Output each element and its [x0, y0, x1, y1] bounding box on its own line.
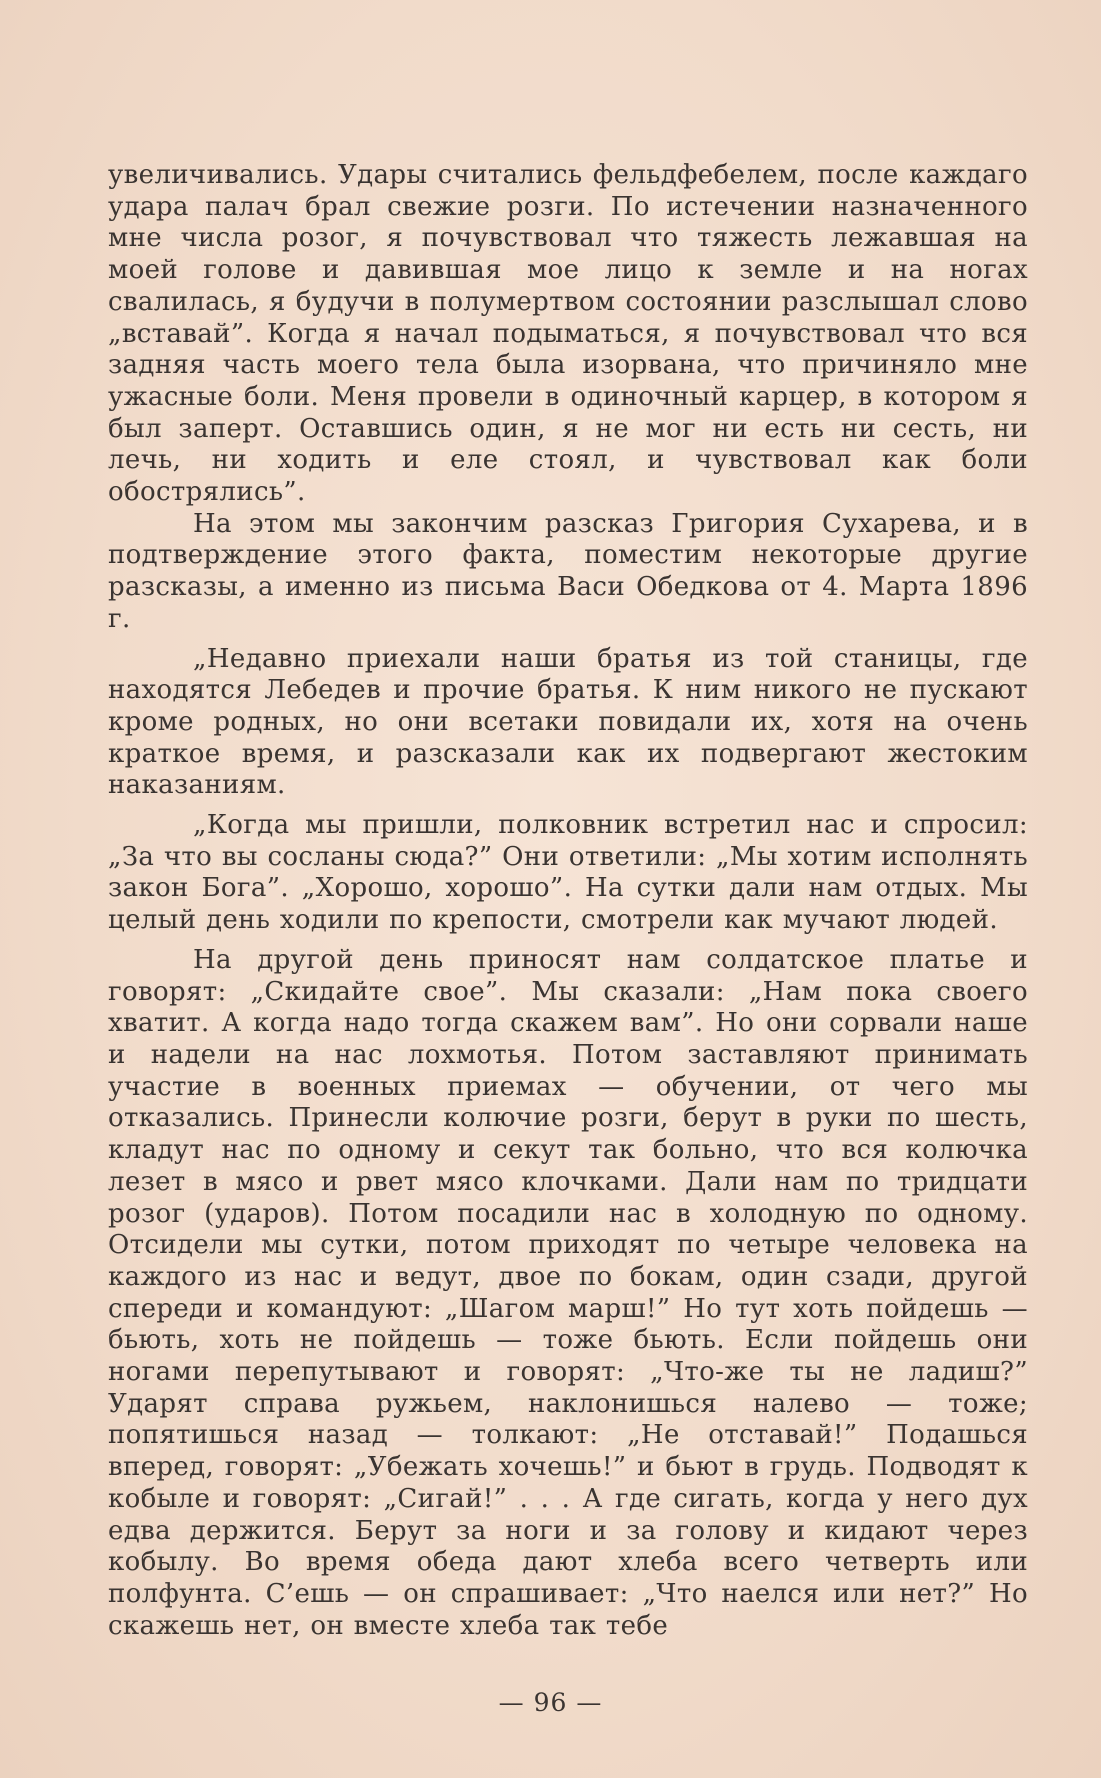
paragraph-next-day: На другой день приносят нам солдатское платье и говорят: „Скидайте свое”. Мы сказали: „Нам пока своего хватит. А когда надо тогда скажем вам”. Но они сорвали наше и надели на нас лохмотья. Потом заставляют принимать участие в военных приемах — обучении, от чего мы отказались. Принесли колючие розги, берут в руки по шесть, кладут нас по одному и секут так больно, что вся колючка лезет в мясо и рвет мясо клочками. Дали нам по тридцати розог (ударов). Потом посадили нас в холодную по одному. Отсидели мы сутки, потом приходят по четыре человека на каждого из нас и ведут, двое по бокам, один сзади, другой спереди и командуют: „Шагом марш!” Но тут хоть пойдешь — бьють, хоть не пойдешь — тоже бьють. Если пойдешь они ногами перепутывают и говорят: „Что-же ты не ладиш?” Ударят справа ружьем, наклонишься налево — тоже; попятишься назад — толкают: „Не отставай!” Подашься вперед, говорят: „Убежать хочешь!” и бьют в грудь. Подводят к кобыле и говорят: „Сигай!” . . . А где сигать, когда у него дух едва держится. Берут за ноги и за голову и кидают через кобылу. Во время обеда дают хлеба всего четверть или полфунта. С’ешь — он спрашивает: „Что наелся или нет?” Но скажешь нет, он вместе хлеба так тебе: [108, 944, 1028, 1641]
paragraph-colonel-meeting: „Когда мы пришли, полковник встретил нас и спросил: „За что вы сосланы сюда?” Они ответили: „Мы хотим исполнять закон Бога”. „Хорошо, хорошо”. На сутки дали нам отдых. Мы целый день ходили по крепости, смотрели как мучают людей.: [108, 810, 1028, 936]
body-text: [108, 160, 1028, 1642]
paragraph-sukharev-conclusion: На этом мы закончим разсказ Григория Сухарева, и в подтверждение этого факта, поместим некоторые другие разсказы, а именно из письма Васи Обедкова от 4. Марта 1896 г.: [108, 508, 1028, 634]
paragraph-obedkov-letter: „Недавно приехали наши братья из той станицы, где находятся Лебедев и прочие братья. К ним никого не пускают кроме родных, но они всетаки повидали их, хотя на очень краткое время, и разсказали как их подвергают жестоким наказаниям.: [108, 643, 1028, 801]
paragraph-continuation: увеличивались. Удары считались фельдфебелем, после каждаго удара палач брал свежие розги. По истечении назначенного мне числа розог, я почувствовал что тяжесть лежавшая на моей голове и давившая мое лицо к земле и на ногах свалилась, я будучи в полумертвом состоянии разслышал слово „вставай”. Когда я начал подыматься, я почувствовал что вся задняя часть моего тела была изорвана, что причиняло мне ужасные боли. Меня провели в одиночный карцер, в котором я был заперт. Оставшись один, я не мог ни есть ни сесть, ни лечь, ни ходить и еле стоял, и чувствовал как боли обострялись”.: [108, 160, 1028, 508]
page-number: — 96 —: [498, 1688, 603, 1717]
